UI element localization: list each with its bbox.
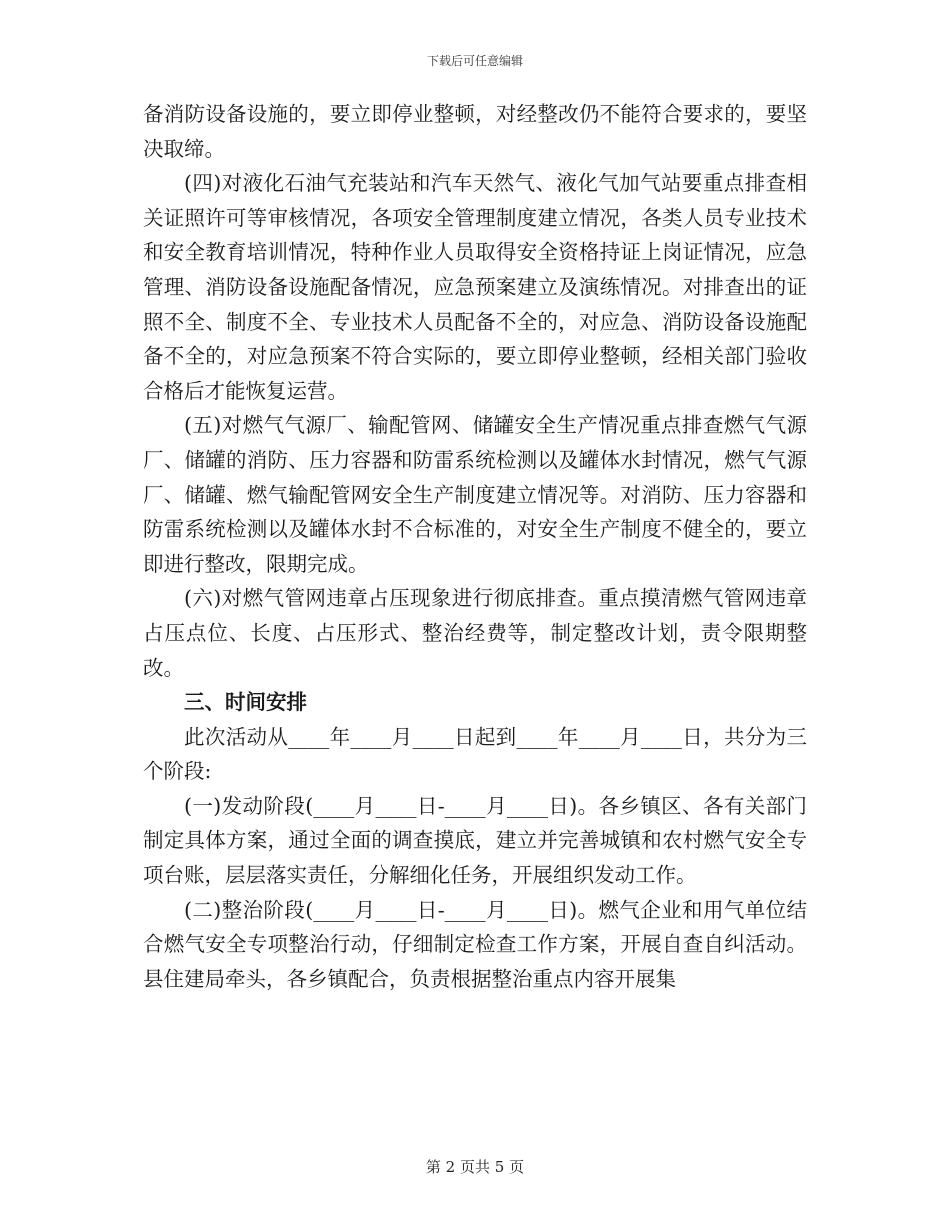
paragraph-phase-1: (一)发动阶段(____月____日-____月____日)。各乡镇区、各有关部门制定具体方案，通过全面的调查摸底，建立并完善城镇和农村燃气安全专项台账，层层落实责任，分解细化任务，开展组织发动工作。 [143, 793, 807, 888]
document-body [143, 97, 807, 996]
paragraph-continued: 备消防设备设施的，要立即停业整顿，对经整改仍不能符合要求的，要坚决取缔。 [143, 102, 807, 161]
paragraph-item-5: (五)对燃气气源厂、输配管网、储罐安全生产情况重点排查燃气气源厂、储罐的消防、压力容器和防雷系统检测以及罐体水封情况，燃气气源厂、储罐、燃气输配管网安全生产制度建立情况等。对消防、压力容器和防雷系统检测以及罐体水封不合标准的，对安全生产制度不健全的，要立即进行整改，限期完成。 [143, 413, 807, 576]
page-footer: 第 2 页共 5 页 [425, 1158, 525, 1176]
paragraph-item-4: (四)对液化石油气充装站和汽车天然气、液化气加气站要重点排查相关证照许可等审核情况，各项安全管理制度建立情况，各类人员专业技术和安全教育培训情况，特种作业人员取得安全资格持证上岗证情况，应急管理、消防设备设施配备情况，应急预案建立及演练情况。对排查出的证照不全、制度不全、专业技术人员配备不全的，对应急、消防设备设施配备不全的，对应急预案不符合实际的，要立即停业整顿，经相关部门验收合格后才能恢复运营。 [143, 171, 807, 403]
paragraph-phase-2: (二)整治阶段(____月____日-____月____日)。燃气企业和用气单位结合燃气安全专项整治行动，仔细制定检查工作方案，开展自查自纠活动。县住建局牵头，各乡镇配合，负责根据整治重点内容开展集 [143, 897, 807, 991]
paragraph-schedule-intro: 此次活动从____年____月____日起到____年____月____日，共分为三个阶段: [143, 724, 807, 784]
paragraph-item-6: (六)对燃气管网违章占压现象进行彻底排查。重点摸清燃气管网违章占压点位、长度、占压形式、整治经费等，制定整改计划，责令限期整改。 [143, 586, 807, 680]
page-header: 下载后可任意编辑 [426, 54, 523, 68]
section-heading-schedule: 三、时间安排 [184, 690, 307, 715]
